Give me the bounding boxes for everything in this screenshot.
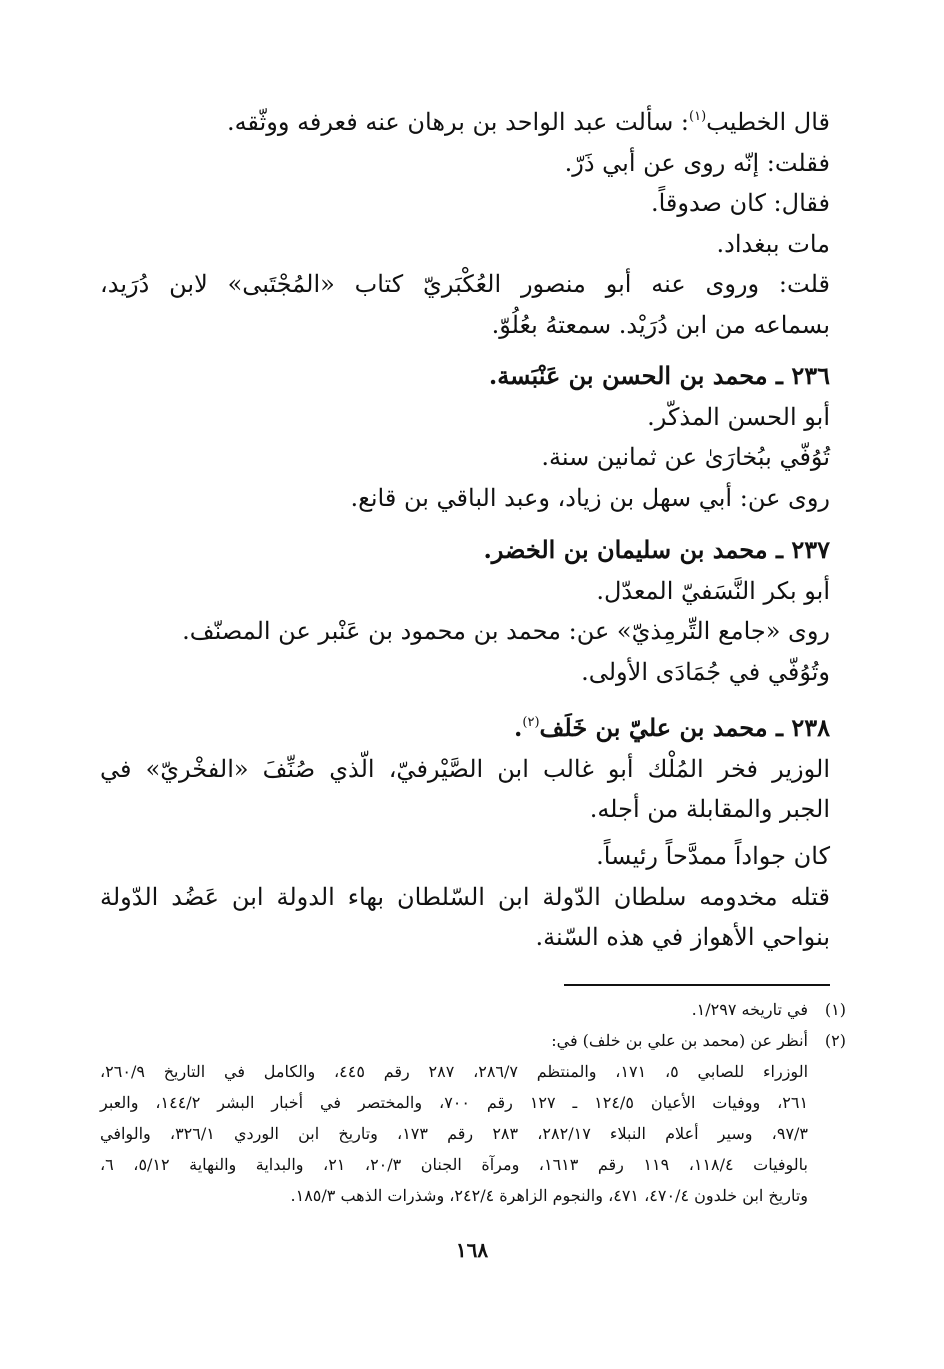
footnote-label: (٢) <box>824 1031 846 1050</box>
heading-end: . <box>514 713 523 742</box>
entry-line: روى «جامع التِّرمِذيّ» عن: محمد بن محمود بن عَنْبر عن المصنّف. <box>182 617 830 645</box>
entry-line: روى عن: أبي سهل بن زياد، وعبد الباقي بن قانع. <box>350 483 830 512</box>
entry-heading <box>100 703 830 749</box>
footnote-separator <box>564 984 830 986</box>
page-number: ١٦٨ <box>455 1238 489 1262</box>
footnote-reference-1: (١) <box>689 109 707 124</box>
entry-heading: ٢٣٧ ـ محمد بن سليمان بن الخضر. <box>483 535 830 564</box>
footnote-label: (١) <box>824 1000 846 1019</box>
entry-236 <box>100 356 830 518</box>
text-line-6: بسماعه من ابن دُرَيْد. سمعتهُ بعُلُوّ. <box>491 310 830 339</box>
entry-238-continued <box>100 836 830 958</box>
entry-line: أبو الحسن المذكّر. <box>647 402 830 431</box>
footnote-1 <box>100 994 846 1025</box>
entry-line: الوزير فخر المُلْك أبو غالب ابن الصَّيْرفيّ، الّذي صُنِّفَ «الفخْريّ» في <box>100 754 830 783</box>
entry-line: بنواحي الأهواز في هذه السّنة. <box>535 923 830 951</box>
opening-section <box>100 97 830 345</box>
entry-238 <box>100 703 830 830</box>
footnote-text: أنظر عن (محمد بن علي بن خلف) في: <box>551 1031 808 1050</box>
footnote-2 <box>100 1025 846 1056</box>
entry-line: كان جواداً ممدَّحاً رئيساً. <box>596 842 830 870</box>
text-line-2: فقلت: إنّه روى عن أبي ذَرّ. <box>564 148 830 177</box>
text-line-5: قلت: وروى عنه أبو منصور العُكْبَريّ كتاب «المُجْتَبى» لابن دُرَيد، <box>100 270 830 298</box>
entry-line: وتُوُفّي في جُمَادَى الأولى. <box>581 657 830 686</box>
entry-line: أبو بكر النَّسَفيّ المعدّل. <box>596 576 830 605</box>
footnote-2-line: ٢٦١، ووفيات الأعيان ١٢٤/٥ ـ ١٢٧ رقم ٧٠٠، والمختصر في أخبار البشر ١٤٤/٢، والعبر <box>100 1093 809 1112</box>
text-line-1 <box>100 97 830 143</box>
footnotes-section <box>100 994 846 1211</box>
entry-line: تُوُفّي ببُخارَىٰ عن ثمانين سنة. <box>541 443 830 471</box>
footnote-2-line: وتاريخ ابن خلدون ٤٧٠/٤، ٤٧١، والنجوم الزاهرة ٢٤٢/٤، وشذرات الذهب ١٨٥/٣. <box>290 1186 808 1205</box>
text-line-3: فقال: كان صدوقاً. <box>650 189 830 217</box>
heading-text: ٢٣٨ ـ محمد بن عليّ بن خَلَف <box>539 713 830 742</box>
text-line-4: مات ببغداد. <box>716 229 830 258</box>
footnote-2-line: بالوفيات ١١٨/٤، ١١٩ رقم ١٦١٣، ومرآة الجنان ٢٠/٣، ٢١، والبداية والنهاية ٥/١٢، ٦، <box>100 1155 809 1174</box>
footnote-text: في تاريخه ١/٢٩٧. <box>691 1000 808 1019</box>
footnote-2-line: ٩٧/٣، وسير أعلام النبلاء ٢٨٢/١٧، ٢٨٣ رقم ١٧٣، وتاريخ ابن الوردي ٣٢٦/١، والوافي <box>100 1124 809 1143</box>
footnote-2-line: الوزراء للصابي ٥، ١٧١، والمنتظم ٢٨٦/٧، ٢٨٧ رقم ٤٤٥، والكامل في التاريخ ٢٦٠/٩، <box>100 1062 809 1081</box>
entry-line: قتله مخدومه سلطان الدّولة ابن السّلطان بهاء الدولة ابن عَضُد الدّولة <box>100 882 831 911</box>
entry-237 <box>100 530 830 692</box>
entry-line: الجبر والمقابلة من أجله. <box>589 795 830 823</box>
text-fragment: : سألت عبد الواحد بن برهان عنه فعرفه ووثّقه. <box>226 108 690 136</box>
text-fragment: قال الخطيب <box>706 108 830 136</box>
entry-heading: ٢٣٦ ـ محمد بن الحسن بن عَنْبَسة. <box>488 361 830 390</box>
footnote-reference-2: (٢) <box>522 715 540 730</box>
